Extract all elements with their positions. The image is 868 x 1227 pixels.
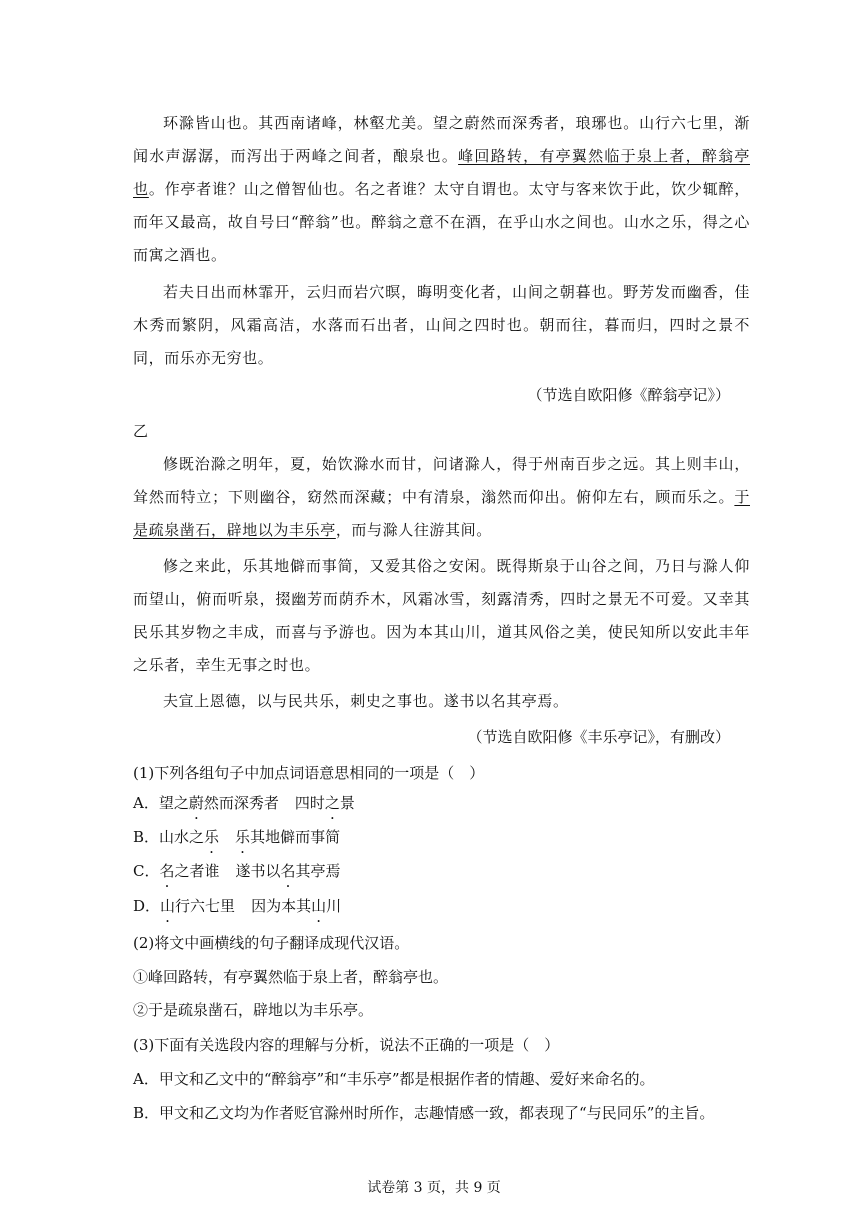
yi-paragraph-2: 修之来此，乐其地僻而事简，又爱其俗之安闲。既得斯泉于山谷之间，乃日与滁人仰而望山，俯而听泉，掇幽芳而荫乔木，风霜冰雪，刻露清秀，四时之景无不可爱。又幸其民乐其岁物之丰成，而喜与予游也。因为本其山川，道其风俗之美，使民知所以安此丰年之乐者，幸生无事之时也。 xyxy=(133,557,750,674)
question-1-option-c[interactable] xyxy=(133,860,341,881)
question-2-item-2: ②于是疏泉凿石，辟地以为丰乐亭。 xyxy=(133,1001,374,1019)
yi-source: （节选自欧阳修《丰乐亭记》，有删改） xyxy=(467,728,730,746)
text-span: 。作亭者谁？山之僧智仙也。名之者谁？太守自谓也。太守与客来饮于此，饮少辄醉，而年又最高，故自号曰“醉翁”也。醉翁之意不在酒，在乎山水之间也。山水之乐，得之心而寓之酒也。 xyxy=(133,180,750,264)
question-2-stem: (2)将文中画横线的句子翻译成现代汉语。 xyxy=(133,934,410,952)
dotted-word: 山 xyxy=(160,897,176,915)
yi-paragraph-1 xyxy=(133,448,750,547)
jia-paragraph-2: 若夫日出而林霏开，云归而岩穴暝，晦明变化者，山间之朝暮也。野芳发而幽香，佳木秀而繁阴，风霜高洁，水落而石出者，山间之四时也。朝而往，暮而归，四时之景不同，而乐亦无穷也。 xyxy=(133,283,750,367)
question-1-option-d[interactable] xyxy=(133,895,341,916)
text-span: 之者谁 xyxy=(174,862,220,880)
dotted-word: 之 xyxy=(324,794,340,812)
text-span: 然而深秀者 xyxy=(203,794,279,812)
question-2-item-1: ①峰回路转，有亭翼然临于泉上者，醉翁亭也。 xyxy=(133,968,449,986)
section-label-yi: 乙 xyxy=(133,422,149,440)
text-span: A．望之 xyxy=(133,794,189,812)
text-span: 四时 xyxy=(294,794,325,812)
text-span: 行六七里 xyxy=(175,897,236,915)
question-1-option-a[interactable] xyxy=(133,792,355,813)
question-3-option-b[interactable]: B．甲文和乙文均为作者贬官滁州时所作，志趣情感一致，都表现了“与民同乐”的主旨。 xyxy=(133,1104,715,1122)
text-span: 因为本其 xyxy=(251,897,312,915)
text-span: 景 xyxy=(339,794,355,812)
dotted-word: 名 xyxy=(159,862,175,880)
question-1-stem: (1)下列各组句子中加点词语意思相同的一项是（ ） xyxy=(133,764,485,782)
text-span: D． xyxy=(133,897,161,915)
yi-paragraph-3: 夫宣上恩德，以与民共乐，刺史之事也。遂书以名其亭焉。 xyxy=(163,692,569,710)
dotted-word: 乐 xyxy=(204,828,220,846)
text-span: 其亭焉 xyxy=(295,862,341,880)
dotted-word: 山 xyxy=(311,897,327,915)
underlined-sentence: 于是疏泉凿石，辟地以为丰乐亭 xyxy=(133,488,750,539)
question-3-option-a[interactable]: A．甲文和乙文中的“醉翁亭”和“丰乐亭”都是根据作者的情趣、爱好来命名的。 xyxy=(133,1070,655,1088)
jia-paragraph-1 xyxy=(133,107,750,272)
text-span: 川 xyxy=(326,897,342,915)
text-span: 环滁皆山也。其西南诸峰，林壑尤美。望之蔚然而深秀者，琅琊也。山行六七里，渐闻水声潺潺，而泻出于两峰之间者，酿泉也。 xyxy=(133,114,750,165)
dotted-word: 蔚 xyxy=(188,794,204,812)
jia-source: （节选自欧阳修《醉翁亭记》） xyxy=(527,386,730,404)
text-span: 修既治滁之明年，夏，始饮滁水而甘，问诸滁人，得于州南百步之远。其上则丰山，耸然而特立；下则幽谷，窈然而深藏；中有清泉，滃然而仰出。俯仰左右，顾而乐之。 xyxy=(133,455,750,506)
text-span: 其地僻而事简 xyxy=(250,828,341,846)
text-span: C． xyxy=(133,862,160,880)
text-span: B．山水之 xyxy=(133,828,205,846)
dotted-word: 名 xyxy=(280,862,296,880)
page-footer: 试卷第 3 页，共 9 页 xyxy=(367,1180,501,1196)
question-1-option-b[interactable] xyxy=(133,826,340,847)
question-3-stem: (3)下面有关选段内容的理解与分析，说法不正确的一项是（ ） xyxy=(133,1036,560,1054)
text-span: 遂书以 xyxy=(235,862,281,880)
underlined-sentence: 峰回路转，有亭翼然临于泉上者，醉翁亭也 xyxy=(133,147,750,198)
dotted-word: 乐 xyxy=(235,828,251,846)
text-span: ，而与滁人往游其间。 xyxy=(335,521,492,539)
